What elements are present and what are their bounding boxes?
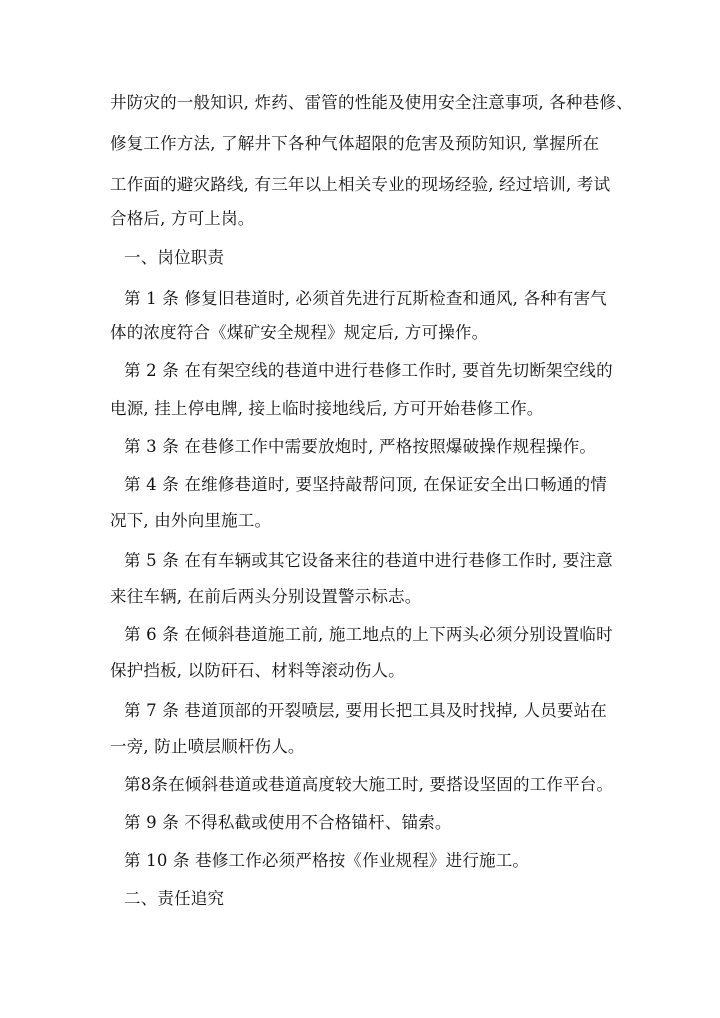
article-4-line-2: 况下, 由外向里施工。: [110, 511, 272, 530]
text-line-1: 井防灾的一般知识, 炸药、雷管的性能及使用安全注意事项, 各种巷修、: [110, 93, 633, 112]
text-line-2: 修复工作方法, 了解井下各种气体超限的危害及预防知识, 掌握所在: [110, 134, 600, 153]
article-2-line-1: 第 2 条 在有架空线的巷道中进行巷修工作时, 要首先切断架空线的: [124, 361, 613, 380]
article-1-line-2: 体的浓度符合《煤矿安全规程》规定后, 方可操作。: [110, 323, 489, 342]
article-6-line-2: 保护挡板, 以防矸石、材料等滚动伤人。: [110, 661, 405, 680]
article-9: 第 9 条 不得私截或使用不合格锚杆、锚索。: [124, 813, 452, 832]
article-3: 第 3 条 在巷修工作中需要放炮时, 严格按照爆破操作规程操作。: [124, 437, 597, 456]
article-8: 第8条在倾斜巷道或巷道高度较大施工时, 要搭设坚固的工作平台。: [124, 775, 614, 794]
article-7-line-1: 第 7 条 巷道顶部的开裂喷层, 要用长把工具及时找掉, 人员要站在: [124, 701, 608, 720]
section-heading-accountability: 二、责任追究: [124, 889, 225, 908]
article-1-line-1: 第 1 条 修复旧巷道时, 必须首先进行瓦斯检查和通风, 各种有害气: [124, 289, 608, 308]
article-2-line-2: 电源, 挂上停电牌, 接上临时接地线后, 方可开始巷修工作。: [110, 399, 544, 418]
article-5-line-1: 第 5 条 在有车辆或其它设备来往的巷道中进行巷修工作时, 要注意: [124, 551, 613, 570]
article-4-line-1: 第 4 条 在维修巷道时, 要坚持敲帮问顶, 在保证安全出口畅通的情: [124, 475, 608, 494]
article-10: 第 10 条 巷修工作必须严格按《作业规程》进行施工。: [124, 851, 530, 870]
article-7-line-2: 一旁, 防止喷层顺杆伤人。: [110, 737, 305, 756]
text-line-3: 工作面的避灾路线, 有三年以上相关专业的现场经验, 经过培训, 考试: [110, 175, 611, 194]
text-line-4: 合格后, 方可上岗。: [110, 209, 255, 228]
article-5-line-2: 来往车辆, 在前后两头分别设置警示标志。: [110, 587, 422, 606]
section-heading-duties: 一、岗位职责: [124, 248, 225, 267]
article-6-line-1: 第 6 条 在倾斜巷道施工前, 施工地点的上下两头必须分别设置临时: [124, 625, 613, 644]
